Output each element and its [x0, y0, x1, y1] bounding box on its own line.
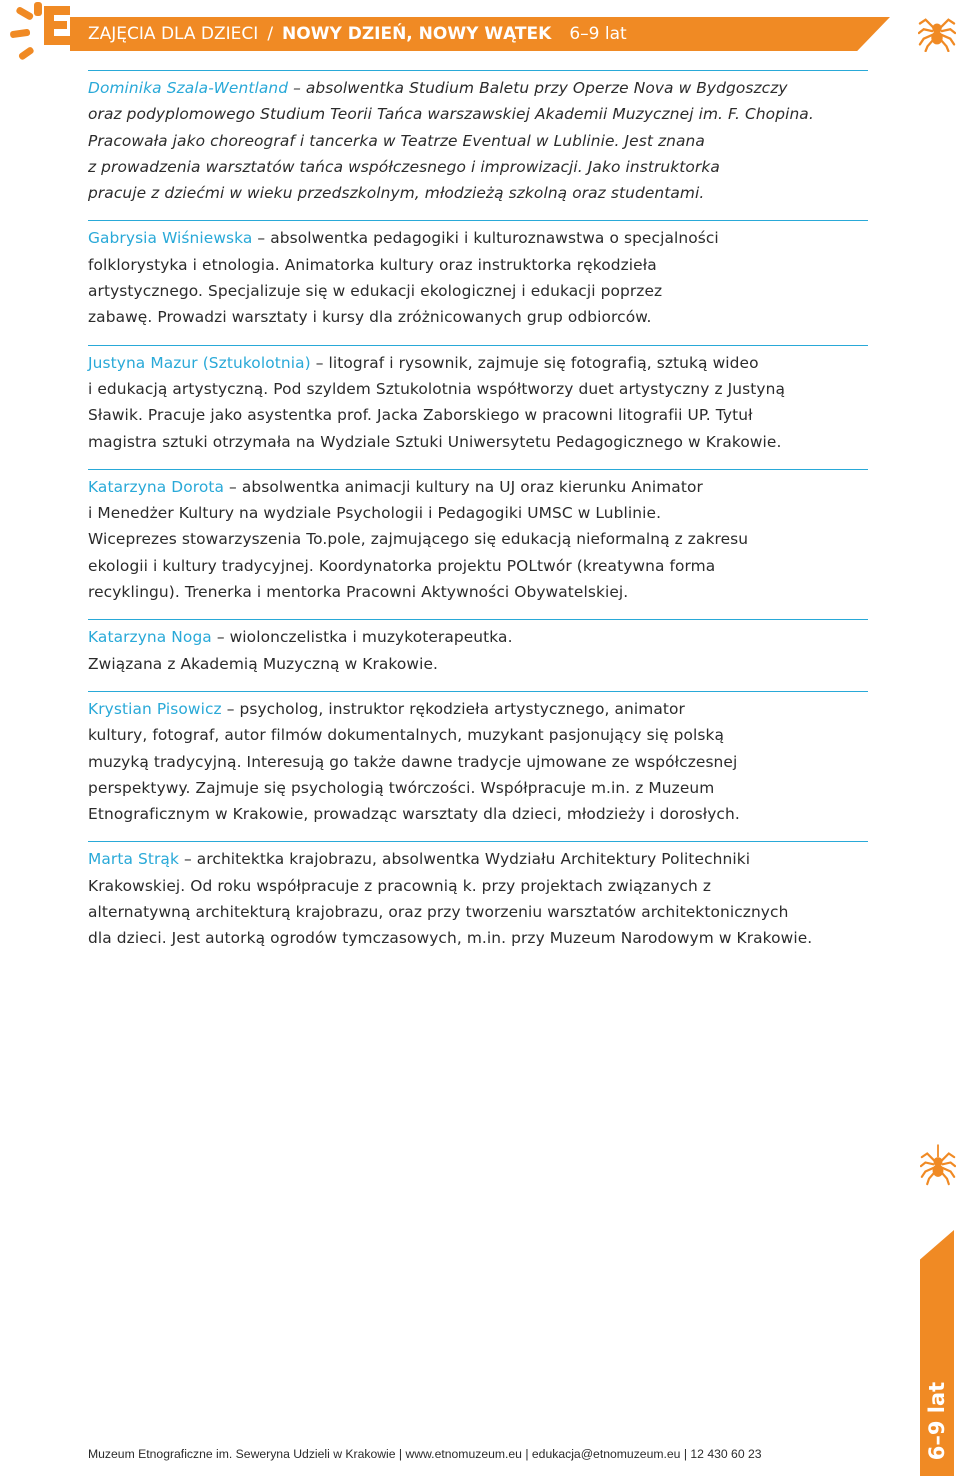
bio-text: Katarzyna Dorota – absolwentka animacji kultury na UJ oraz kierunku Animator i Menedżer Kultury na wydziale Psychologii i Pedagogiki UMSC w Lublinie. Wiceprezes stowarzyszenia To.pole, zajmującego się edukacją nieformalną z zakresu ekologii i kultury tradycyjnej. Koordynatorka projektu POLtwór (kreatywna forma recyklingu). Trenerka i mentorka Pracowni Aktywności Obywatelskiej.	[88, 477, 749, 602]
bio-name: Krystian Pisowicz	[88, 699, 222, 718]
header-subtitle: NOWY DZIEŃ, NOWY WĄTEK	[282, 24, 552, 44]
bios-list	[88, 70, 888, 952]
bio-text: Katarzyna Noga – wiolonczelistka i muzykoterapeutka. Związana z Akademią Muzyczną w Krakowie.	[88, 628, 513, 673]
bio-name: Katarzyna Dorota	[88, 477, 225, 496]
bio-entry	[88, 691, 888, 827]
header-age: 6–9 lat	[569, 24, 627, 44]
bio-entry	[88, 345, 888, 455]
divider	[88, 220, 868, 221]
bio-name: Justyna Mazur (Sztukolotnia)	[88, 353, 311, 372]
bio-entry	[88, 469, 888, 605]
divider	[88, 619, 868, 620]
header-separator: /	[267, 24, 274, 44]
bio-text: Justyna Mazur (Sztukolotnia) – litograf i rysownik, zajmuje się fotografią, sztuką wideo i edukacją artystyczną. Pod szyldem Sztukolotnia współtworzy duet artystyczny z Justyną Sławik. Pracuje jako asystentka prof. Jacka Zaborskiego w pracowni litografii UP. Tytuł magistra sztuki otrzymała na Wydziale Sztuki Uniwersytetu Pedagogicznego w Krakowie.	[88, 353, 785, 451]
bio-entry	[88, 619, 888, 677]
bio-name: Dominika Szala-Wentland	[88, 79, 289, 97]
divider	[88, 841, 868, 842]
header-title	[88, 20, 627, 48]
bio-entry	[88, 70, 888, 206]
divider	[88, 70, 868, 71]
bio-entry	[88, 841, 888, 951]
side-age-label: 6–9 lat	[925, 1381, 950, 1461]
spider-icon	[920, 1144, 956, 1190]
bio-text: Gabrysia Wiśniewska – absolwentka pedagogiki i kulturoznawstwa o specjalności folklorystyka i etnologia. Animatorka kultury oraz instruktorka rękodzieła artystycznego. Specjalizuje się w edukacji ekologicznej i edukacji poprzez zabawę. Prowadzi warsztaty i kursy dla zróżnicowanych grup odbiorców.	[88, 229, 719, 327]
bio-name: Marta Strąk	[88, 850, 179, 869]
bio-name: Katarzyna Noga	[88, 628, 212, 647]
bio-text: Dominika Szala-Wentland – absolwentka Studium Baletu przy Operze Nova w Bydgoszczy oraz podyplomowego Studium Teorii Tańca warszawskiej Akademii Muzycznej im. F. Chopina. Pracowała jako choreograf i tancerka w Teatrze Eventual w Lublinie. Jest znana z prowadzenia warsztatów tańca współczesnego i improwizacji. Jako instruktorka pracuje z dziećmi w wieku przedszkolnym, młodzieżą szkolną oraz studentami.	[88, 79, 814, 203]
footer-contact: Muzeum Etnograficzne im. Seweryna Udzieli w Krakowie | www.etnomuzeum.eu | edukacja@etnomuzeum.eu | 12 430 60 23	[88, 1447, 762, 1461]
bio-name: Gabrysia Wiśniewska	[88, 229, 253, 248]
bio-text: Marta Strąk – architektka krajobrazu, absolwentka Wydziału Architektury Politechniki Krakowskiej. Od roku współpracuje z pracownią k. przy projektach związanych z alternatywną architekturą krajobrazu, oraz przy tworzeniu warsztatów architektonicznych dla dzieci. Jest autorką ogrodów tymczasowych, m.in. przy Muzeum Narodowym w Krakowie.	[88, 850, 813, 948]
spider-icon	[918, 14, 956, 52]
divider	[88, 345, 868, 346]
bio-entry	[88, 220, 888, 330]
bio-text: Krystian Pisowicz – psycholog, instruktor rękodzieła artystycznego, animator kultury, fotograf, autor filmów dokumentalnych, muzykant pasjonujący się polską muzyką tradycyjną. Interesują go także dawne tradycje ujmowane ze współczesnej perspektywy. Zajmuje się psychologią twórczości. Współpracuje m.in. z Muzeum Etnograficznym w Krakowie, prowadząc warsztaty dla dzieci, młodzieży i dorosłych.	[88, 699, 740, 824]
divider	[88, 469, 868, 470]
header-section: ZAJĘCIA DLA DZIECI	[88, 24, 259, 44]
divider	[88, 691, 868, 692]
